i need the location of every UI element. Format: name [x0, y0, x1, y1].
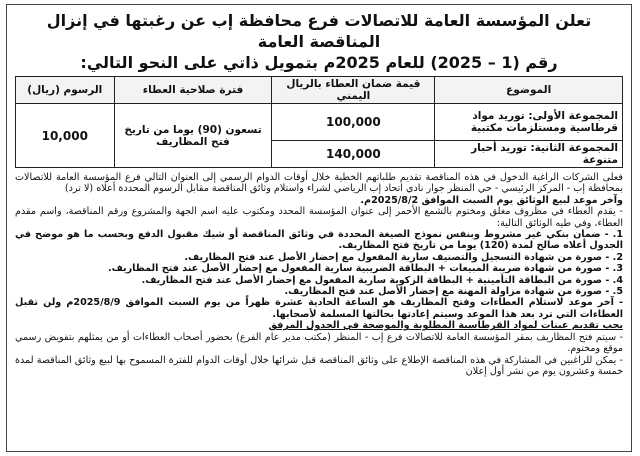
header-fee: الرسوم (ريال) [16, 77, 115, 104]
paragraph-review-docs: - يمكن للراغبين في المشاركة في هذه المناقصة الإطلاع على وثائق المناقصة قبل شرائها خلال أوقات الدوام للفترة المسموح بها لبيع وثائق المناقصة لمدة خمسة وعشرون يوم من نشر أول إعلان [15, 354, 623, 377]
doc-item-4: 4. - صورة من البطاقة التأمينية + البطاقة الزكوية سارية المفعول مع إحضار الأصل عند فتح المظاريف. [141, 274, 623, 286]
table-row [16, 104, 623, 141]
doc-item-2: 2. - صورة من شهادة التسجيل والتصنيف سارية المفعول مع إحضار الأصل عند فتح المظاريف. [184, 251, 623, 263]
headline-line-1: تعلن المؤسسة العامة للاتصالات فرع محافظة إب عن رغبتها في إنزال المناقصة العامة [46, 11, 592, 51]
announcement-body [15, 172, 623, 377]
row-2-guarantee: 140,000 [272, 141, 435, 168]
paragraph-opening-location: - سيتم فتح المظاريف بمقر المؤسسة العامة للاتصالات فرع إب - المنظر (مكتب مدير عام الفرع) بحضور أصحاب العطاءات أو من يمثلهم بتفويض رسمي موقع ومختوم. [15, 331, 623, 355]
row-2-subject: المجموعة الثانية: توريد أحبار متنوعة [435, 141, 623, 168]
paragraph-samples-note: يجب تقديم عينات لمواد القرطاسية المطلوبة والموضحة في الجدول المرفق [268, 320, 623, 332]
headline-line-2: رقم (1 – 2025) للعام 2025م بتمويل ذاتي على النحو التالي: [80, 53, 558, 72]
validity-cell: تسعون (90) يوما من تاريخ فتح المظاريف [114, 104, 272, 168]
fee-cell: 10,000 [16, 104, 115, 168]
header-validity: فترة صلاحية العطاء [114, 77, 272, 104]
paragraph-envelope: - يقدم العطاء في مظروف مغلق ومختوم بالشمع الأحمر إلى عنوان المؤسسة المحدد ومكتوب عليه اسم الجهة والمشروع ورقم المناقصة، واسم مقدم العطاء، وفي طيه الوثائق التالية: [15, 206, 623, 229]
doc-item-3: 3. - صورة من شهادة ضريبة المبيعات + البطاقة الضريبية سارية المفعول مع إحضار الأصل عند فتح المظاريف. [107, 263, 623, 275]
doc-item-1: 1. - ضمان بنكي غير مشروط وبنفس نموذج الصيغة المحددة في وثائق المناقصة أو شيك مقبول الدفع وبحسب ما هو موضح في الجدول أعلاه صالح لمدة (120) يوما من تاريخ فتح المظاريف. [15, 229, 623, 252]
doc-item-5: 5. - صورة من شهادة مزاولة المهنة مع إحضار الأصل عند فتح المظاريف. [284, 286, 623, 298]
paragraph-sale-deadline: وآخر موعد لبيع الوثائق يوم السبت الموافق 2025/8/2م. [360, 194, 623, 206]
announcement-headline [15, 10, 623, 73]
header-subject: الموضوع [435, 77, 623, 104]
table-header-row [16, 77, 623, 104]
tender-table [15, 76, 623, 168]
paragraph-opening-deadline: - آخر موعد لاستلام العطاءات وفتح المظاريف هو الساعة الحادية عشرة ظهراً من يوم السبت الموافق 2025/8/9م ولن تقبل العطاءات التي ترد بعد هذا الموعد وسيتم إعادتها بحالتها المسلمة لأصحابها. [15, 297, 623, 320]
row-1-subject: المجموعة الأولى: توريد مواد قرطاسية ومستلزمات مكتبية [435, 104, 623, 141]
paragraph-submission: فعلى الشركات الراغبة الدخول في هذه المناقصة تقديم طلباتهم الخطية خلال أوقات الدوام الرسمي إلى العنوان التالي فرع المؤسسة العامة للاتصالات بمحافظة إب - المركز الرئيسي - حي المنظر جوار نادي اتحاد إب الرياضي لشراء واستلام وثائق المناقصة مقابل الرسوم المحددة أعلاه (لا ترد) [15, 172, 623, 195]
row-1-guarantee: 100,000 [272, 104, 435, 141]
header-guarantee: قيمة ضمان العطاء بالريال اليمني [272, 77, 435, 104]
tender-announcement [6, 4, 632, 452]
